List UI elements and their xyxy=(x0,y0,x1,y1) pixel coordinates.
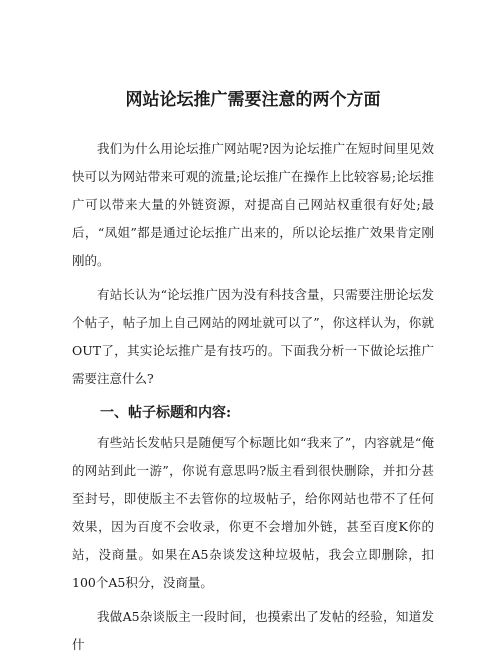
section-heading-title-content: 一、帖子标题和内容: xyxy=(100,405,232,421)
document-title: 网站论坛推广需要注意的两个方面 xyxy=(125,90,381,110)
paragraph-section1-body: 有些站长发帖只是随便写个标题比如“我来了”，内容就是“俺的网站到此一游”，你说有意思吗?版主看到很快删除，并扣分甚至封号，即使版主不去管你的垃圾帖子，给你网站也带不了任何效果，因为百度不会收录，你更不会增加外链，甚至百度K你的站，没商量。如果在A5杂谈发这种垃圾帖，我会立即删除，扣100个A5积分，没商量。 xyxy=(72,435,434,590)
paragraph-intro: 我们为什么用论坛推广网站呢?因为论坛推广在短时间里见效快可以为网站带来可观的流量;论坛推广在操作上比较容易;论坛推广可以带来大量的外链资源，对提高自己网站权重很有好处;最后，“凤姐”都是通过论坛推广出来的，所以论坛推广效果肯定刚刚的。 xyxy=(72,141,434,268)
paragraph-opinion: 有站长认为“论坛推广因为没有科技含量，只需要注册论坛发个帖子，帖子加上自己网站的网址就可以了”，你这样认为，你就OUT了，其实论坛推广是有技巧的。下面我分析一下做论坛推广需要注意什么? xyxy=(72,287,434,386)
paragraph-section1-continued: 我做A5杂谈版主一段时间，也摸索出了发帖的经验，知道发什 xyxy=(72,609,434,652)
